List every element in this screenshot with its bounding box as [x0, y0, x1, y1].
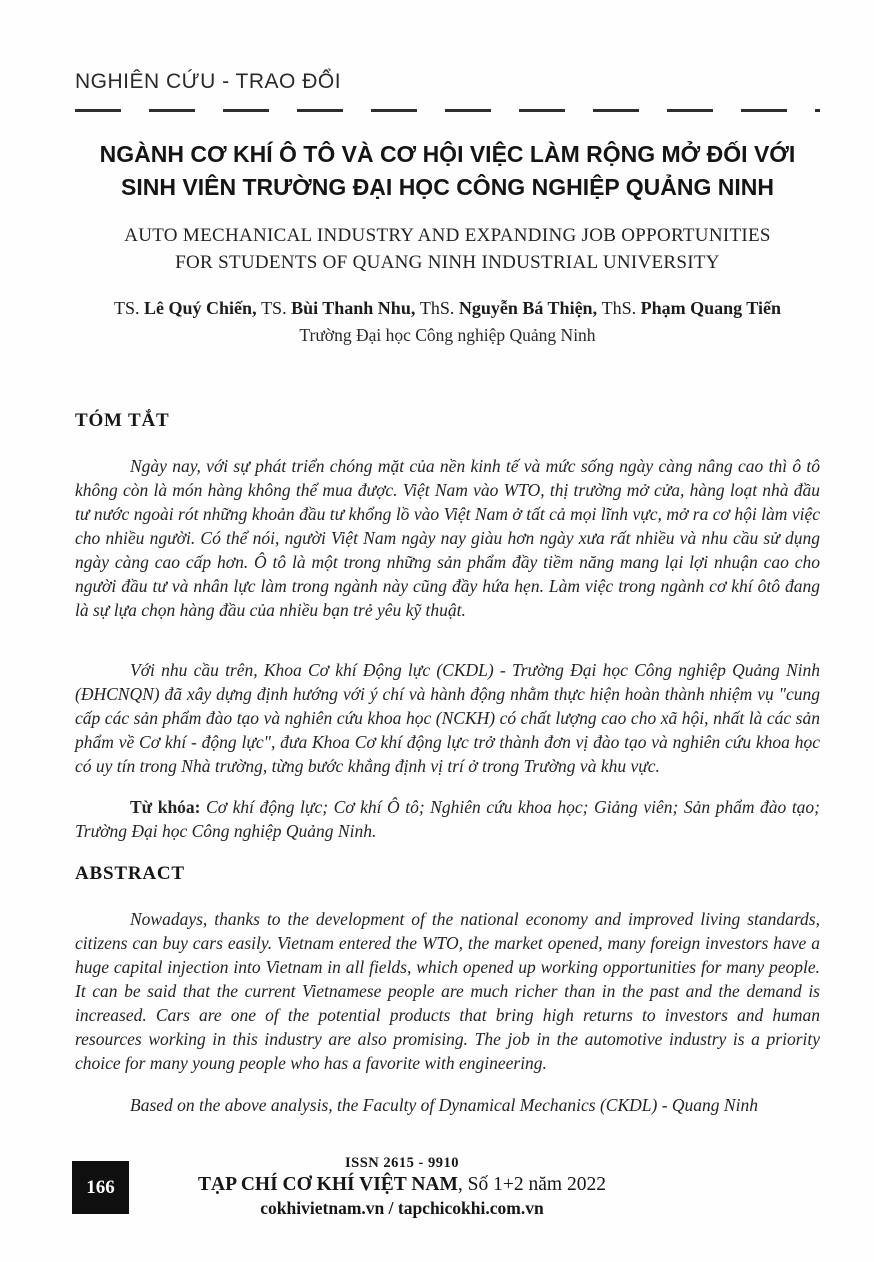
footer-urls: cokhivietnam.vn / tapchicokhi.com.vn [260, 1198, 544, 1218]
author-name: Lê Quý Chiến [144, 297, 253, 318]
authors-affiliation: Trường Đại học Công nghiệp Quảng Ninh [299, 324, 596, 345]
abstract-vi-paragraph-2: Với nhu cầu trên, Khoa Cơ khí Động lực (CKDL) - Trường Đại học Công nghiệp Quảng Ninh (ĐHCNQN) đã xây dựng định hướng với ý chí và hành động nhằm thực hiện hoàn thành nhiệm vụ "cung cấp các sản phẩm đào tạo và nghiên cứu khoa học (NCKH) có chất lượng cao cho xã hội, nhất là các sản phẩm về Cơ khí - động lực", đưa Khoa Cơ khí động lực trở thành đơn vị đào tạo và nghiên cứu khoa học có uy tín trong Nhà trường, từng bước khẳng định vị trí ở trong Trường và khu vực. [75, 659, 820, 776]
abstract-en-paragraph-2: Based on the above analysis, the Faculty of Dynamical Mechanics (CKDL) - Quang Ninh [130, 1094, 758, 1115]
author-name: Bùi Thanh Nhu [291, 297, 411, 318]
keywords-text: Cơ khí động lực; Cơ khí Ô tô; Nghiên cứu khoa học; Giảng viên; Sản phẩm đào tạo; Trường Đại học Công nghiệp Quảng Ninh. [75, 797, 821, 841]
footer-journal-line [147, 1174, 657, 1196]
author-separator: , [592, 297, 602, 318]
header-dashed-rule [75, 109, 820, 112]
keywords-label: Từ khóa: [130, 797, 201, 817]
author-prefix: ThS. [419, 297, 459, 318]
keywords-line [75, 795, 820, 843]
author-separator: , [252, 297, 262, 318]
page-number-box [72, 1161, 129, 1214]
article-title-en-line1: AUTO MECHANICAL INDUSTRY AND EXPANDING JOB OPPORTUNITIES [124, 224, 771, 246]
article-title-en-line2: FOR STUDENTS OF QUANG NINH INDUSTRIAL UNIVERSITY [175, 251, 720, 273]
author-prefix: TS. [261, 297, 292, 318]
author-separator: , [410, 297, 420, 318]
page-number: 166 [86, 1176, 115, 1198]
page-footer [72, 1155, 657, 1219]
article-title-en [75, 222, 820, 276]
footer-issn: ISSN 2615 - 9910 [345, 1155, 459, 1171]
abstract-vi-paragraph-1: Ngày nay, với sự phát triển chóng mặt của nền kinh tế và mức sống ngày càng nâng cao thì ô tô không còn là món hàng không thể mua được. Việt Nam vào WTO, thị trường mở cửa, hàng loạt nhà đầu tư nước ngoài rót những khoản đầu tư khổng lồ vào Việt Nam ở tất cả mọi lĩnh vực, mở ra cơ hội làm việc cho nhiều người. Có thể nói, người Việt Nam ngày nay giàu hơn ngày xưa rất nhiều và nhu cầu sử dụng ngày càng cao cấp hơn. Ô tô là một trong những sản phẩm đầy tiềm năng mang lại lợi nhuận cao cho người đầu tư và nhân lực làm trong ngành này cũng đầy hứa hẹn. Làm việc trong ngành cơ khí ôtô đang là sự lựa chọn hàng đầu của nhiều bạn trẻ yêu kỹ thuật. [75, 455, 820, 620]
authors-line [75, 298, 820, 319]
abstract-en-heading: ABSTRACT [75, 863, 185, 884]
article-title-vi-line2: SINH VIÊN TRƯỜNG ĐẠI HỌC CÔNG NGHIỆP QUẢNG NINH [121, 173, 774, 200]
author-name: Phạm Quang Tiến [640, 297, 781, 318]
footer-journal-name: TẠP CHÍ CƠ KHÍ VIỆT NAM [198, 1174, 458, 1195]
footer-text-block [147, 1155, 657, 1219]
abstract-en-paragraph-1: Nowadays, thanks to the development of the national economy and improved living standards, citizens can buy cars easily. Vietnam entered the WTO, the market opened, many foreign investors have a huge capital injection into Vietnam in all fields, which opened up working opportunities for many people. It can be said that the current Vietnamese people are much richer than in the past and the demand is increased. Cars are one of the potential products that bring high returns to investors and human resources working in this industry are also promising. The job in the automotive industry is a priority choice for many young people who has a favorite with engineering. [75, 909, 820, 1073]
article-title-vi-line1: NGÀNH CƠ KHÍ Ô TÔ VÀ CƠ HỘI VIỆC LÀM RỘNG MỞ ĐỐI VỚI [99, 140, 796, 167]
abstract-vi-heading: TÓM TẮT [75, 409, 170, 431]
section-header-label: NGHIÊN CỨU - TRAO ĐỔI [75, 70, 342, 93]
author-prefix: TS. [114, 297, 145, 318]
article-title-vi [75, 138, 820, 204]
footer-issue: , Số 1+2 năm 2022 [457, 1174, 606, 1195]
author-name: Nguyễn Bá Thiện [458, 297, 593, 318]
author-prefix: ThS. [601, 297, 641, 318]
